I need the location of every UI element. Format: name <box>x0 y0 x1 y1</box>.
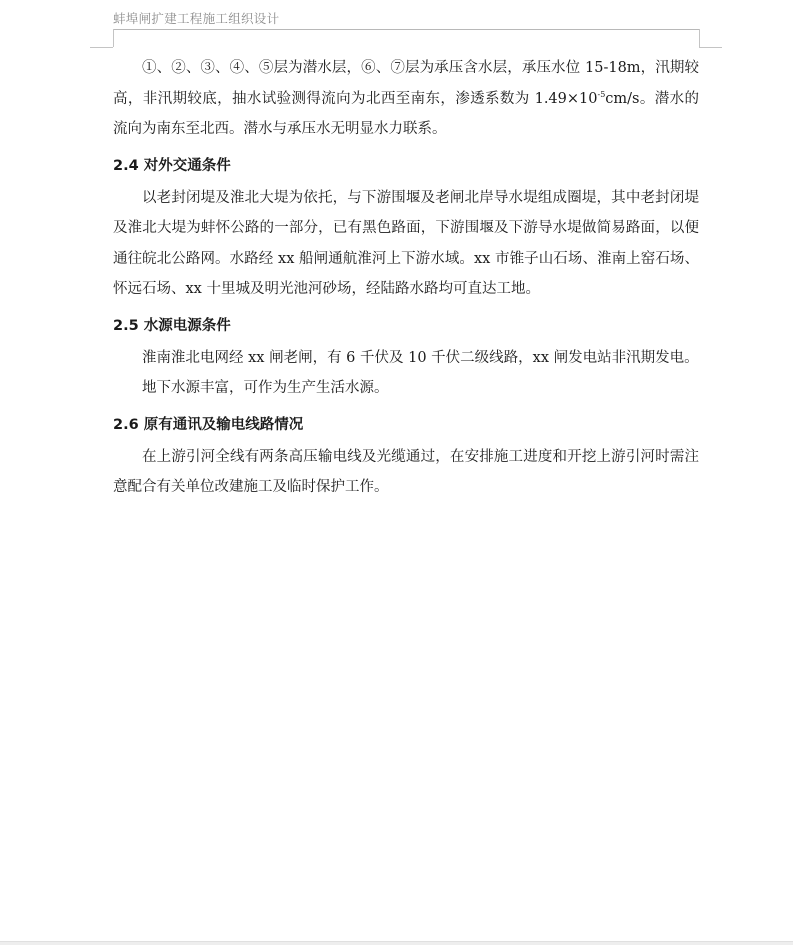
page-bottom-edge <box>0 941 793 945</box>
crop-mark-left-horizontal <box>90 47 113 48</box>
crop-mark-right-vertical <box>699 29 700 47</box>
paragraph-power: 淮南淮北电网经 xx 闸老闸，有 6 千伏及 10 千伏二级线路，xx 闸发电站非汛期发电。 <box>142 349 699 366</box>
heading-2-6: 2.6 原有通讯及输电线路情况 <box>113 416 304 433</box>
paragraph-aquifer-part2: cm/s。潜水的流向为南东至北西。潜水与承压水无明显水力联系。 <box>113 90 699 137</box>
paragraph-aquifer-part1: ①、②、③、④、⑤层为潜水层，⑥、⑦层为承压含水层，承压水位 15-18m，汛期较高，非汛期较底，抽水试验测得流向为北西至南东，渗透系数为 1.49×10 <box>113 60 699 107</box>
paragraph-transport: 以老封闭堤及淮北大堤为依托，与下游围堰及老闸北岸导水堤组成圈堤，其中老封闭堤及淮北大堤为蚌怀公路的一部分，已有黑色路面，下游围堰及下游导水堤做简易路面，以便通往皖北公路网。水路经 xx 船闸通航淮河上下游水域。xx 市锥子山石场、淮南上窑石场、怀远石场、xx 十里城及明光池河砂场，经陆路水路均可直达工地。 <box>113 189 699 297</box>
crop-mark-left-vertical <box>113 29 114 47</box>
paragraph-water: 地下水源丰富，可作为生产生活水源。 <box>142 380 389 396</box>
crop-mark-right-horizontal <box>699 47 722 48</box>
exponent: -5 <box>597 89 606 99</box>
paragraph-lines: 在上游引河全线有两条高压输电线及光缆通过，在安排施工进度和开挖上游引河时需注意配合有关单位改建施工及临时保护工作。 <box>113 448 699 495</box>
heading-2-4: 2.4 对外交通条件 <box>113 157 231 174</box>
paragraph-aquifer <box>113 53 699 145</box>
document-body <box>113 53 699 503</box>
heading-2-5: 2.5 水源电源条件 <box>113 317 231 334</box>
header-rule <box>113 29 699 30</box>
page-header-title: 蚌埠闸扩建工程施工组织设计 <box>113 11 280 26</box>
